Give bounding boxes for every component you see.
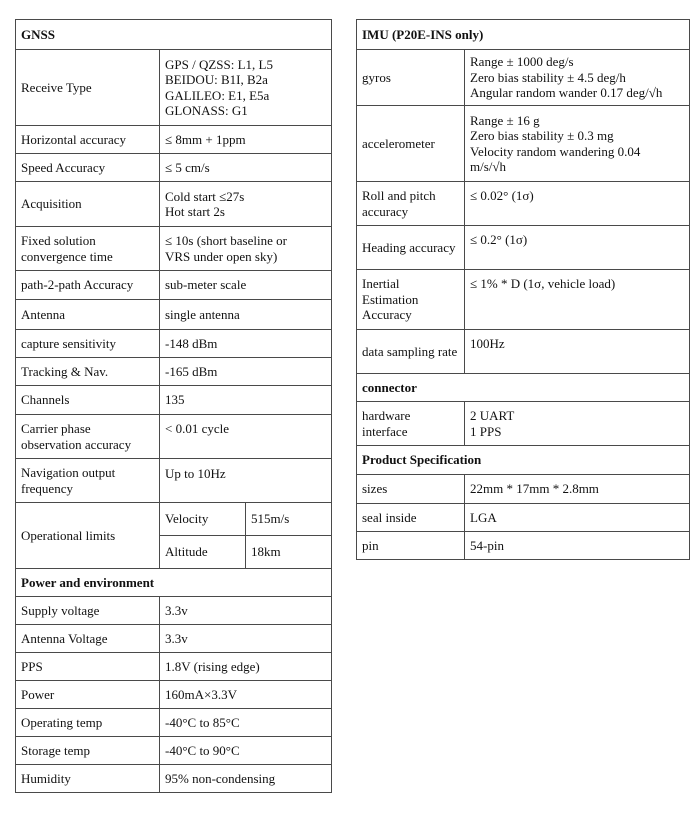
spec-label: Humidity xyxy=(16,765,160,793)
table-row xyxy=(16,126,332,154)
spec-value: 54-pin xyxy=(465,532,690,560)
spec-value: LGA xyxy=(465,504,690,532)
spec-value: ≤ 0.2° (1σ) xyxy=(465,226,690,270)
section-title-imu: IMU (P20E-INS only) xyxy=(357,20,690,50)
table-row xyxy=(16,625,332,653)
table-row xyxy=(16,154,332,182)
table-row xyxy=(16,459,332,503)
spec-label: Channels xyxy=(16,386,160,415)
spec-value-line: 1 PPS xyxy=(470,423,502,439)
spec-label: hardware interface xyxy=(357,402,465,446)
spec-value-line: GLONASS: G1 xyxy=(165,103,248,118)
velocity-label: Velocity xyxy=(160,503,246,536)
spec-label: Power xyxy=(16,681,160,709)
spec-value: -148 dBm xyxy=(160,330,332,358)
spec-value xyxy=(465,402,690,446)
table-row xyxy=(16,415,332,459)
table-row xyxy=(16,503,332,536)
spec-value xyxy=(465,106,690,182)
table-row xyxy=(357,402,690,446)
spec-label: Acquisition xyxy=(16,182,160,227)
spec-label: Heading accuracy xyxy=(357,226,465,270)
spec-value-line: Range ± 16 g xyxy=(470,112,540,128)
table-row xyxy=(357,106,690,182)
section-title-connector: connector xyxy=(357,374,690,402)
spec-value: ≤ 5 cm/s xyxy=(160,154,332,182)
spec-value: -40°C to 85°C xyxy=(160,709,332,737)
spec-value xyxy=(160,182,332,227)
section-title-power: Power and environment xyxy=(16,569,332,597)
table-row xyxy=(16,653,332,681)
spec-value-line: Angular random wander 0.17 deg/√h xyxy=(470,85,663,101)
spec-label: Navigation output frequency xyxy=(16,459,160,503)
table-row xyxy=(357,226,690,270)
spec-value-line: 2 UART xyxy=(470,408,515,423)
table-row xyxy=(357,50,690,106)
spec-value: 160mA×3.3V xyxy=(160,681,332,709)
table-row xyxy=(357,20,690,50)
spec-value: 100Hz xyxy=(465,330,690,374)
spec-label: PPS xyxy=(16,653,160,681)
table-row xyxy=(357,532,690,560)
spec-label: sizes xyxy=(357,475,465,504)
table-row xyxy=(16,569,332,597)
spec-value: 95% non-condensing xyxy=(160,765,332,793)
spec-value: sub-meter scale xyxy=(160,271,332,300)
table-row xyxy=(16,358,332,386)
spec-label: capture sensitivity xyxy=(16,330,160,358)
spec-label: Operational limits xyxy=(16,503,160,569)
spec-value-line: Hot start 2s xyxy=(165,204,225,219)
spec-label: seal inside xyxy=(357,504,465,532)
table-row xyxy=(16,597,332,625)
spec-label: Operating temp xyxy=(16,709,160,737)
table-row xyxy=(357,182,690,226)
spec-value: 3.3v xyxy=(160,625,332,653)
table-row xyxy=(357,475,690,504)
spec-label: Horizontal accuracy xyxy=(16,126,160,154)
spec-label: data sampling rate xyxy=(357,330,465,374)
table-row xyxy=(16,227,332,271)
section-title-gnss: GNSS xyxy=(16,20,332,50)
spec-label: Tracking & Nav. xyxy=(16,358,160,386)
spec-value: ≤ 1% * D (1σ, vehicle load) xyxy=(465,270,690,330)
table-row xyxy=(16,50,332,126)
imu-connector-product-table xyxy=(356,19,690,560)
table-row xyxy=(357,374,690,402)
spec-label: Antenna Voltage xyxy=(16,625,160,653)
table-row xyxy=(16,709,332,737)
spec-value xyxy=(160,50,332,126)
spec-label: pin xyxy=(357,532,465,560)
table-row xyxy=(16,271,332,300)
spec-label: Fixed solution convergence time xyxy=(16,227,160,271)
table-row xyxy=(16,182,332,227)
spec-label: accelerometer xyxy=(357,106,465,182)
spec-value-line: ≤ 10s (short baseline or xyxy=(165,233,287,248)
spec-value xyxy=(465,50,690,106)
table-row xyxy=(16,386,332,415)
spec-label: Receive Type xyxy=(16,50,160,126)
spec-value-line: Cold start ≤27s xyxy=(165,188,245,204)
spec-label: Supply voltage xyxy=(16,597,160,625)
section-title-product: Product Specification xyxy=(357,446,690,475)
altitude-label: Altitude xyxy=(160,536,246,569)
table-row xyxy=(16,20,332,50)
spec-value: 3.3v xyxy=(160,597,332,625)
spec-label: Speed Accuracy xyxy=(16,154,160,182)
spec-value: 135 xyxy=(160,386,332,415)
table-row xyxy=(16,681,332,709)
table-row xyxy=(16,737,332,765)
table-row xyxy=(357,270,690,330)
spec-label: Storage temp xyxy=(16,737,160,765)
table-row xyxy=(16,300,332,330)
altitude-value: 18km xyxy=(246,536,332,569)
spec-value-line: Zero bias stability ± 4.5 deg/h xyxy=(470,69,626,85)
table-row xyxy=(16,330,332,358)
spec-value-line: Velocity random wandering 0.04 xyxy=(470,143,641,159)
spec-value-line: GPS / QZSS: L1, L5 xyxy=(165,56,273,72)
table-row xyxy=(357,446,690,475)
spec-value: -165 dBm xyxy=(160,358,332,386)
spec-value: ≤ 8mm + 1ppm xyxy=(160,126,332,154)
table-row xyxy=(357,330,690,374)
spec-value: ≤ 0.02° (1σ) xyxy=(465,182,690,226)
spec-label: Roll and pitch accuracy xyxy=(357,182,465,226)
spec-value-line: GALILEO: E1, E5a xyxy=(165,87,270,103)
spec-value: single antenna xyxy=(160,300,332,330)
spec-value: 1.8V (rising edge) xyxy=(160,653,332,681)
spec-label: Inertial Estimation Accuracy xyxy=(357,270,465,330)
spec-value xyxy=(160,227,332,271)
gnss-power-table xyxy=(15,19,332,793)
spec-value: 22mm * 17mm * 2.8mm xyxy=(465,475,690,504)
table-row xyxy=(357,504,690,532)
spec-label: Antenna xyxy=(16,300,160,330)
spec-value-line: BEIDOU: B1I, B2a xyxy=(165,72,268,87)
spec-value-line: VRS under open sky) xyxy=(165,248,278,264)
velocity-value: 515m/s xyxy=(246,503,332,536)
spec-value-line: m/s/√h xyxy=(470,159,507,174)
table-row xyxy=(16,765,332,793)
spec-label: gyros xyxy=(357,50,465,106)
spec-value: -40°C to 90°C xyxy=(160,737,332,765)
spec-value: < 0.01 cycle xyxy=(160,415,332,459)
spec-value-line: Range ± 1000 deg/s xyxy=(470,54,574,70)
spec-value: Up to 10Hz xyxy=(160,459,332,503)
spec-label: path-2-path Accuracy xyxy=(16,271,160,300)
spec-value-line: Zero bias stability ± 0.3 mg xyxy=(470,128,614,143)
spec-label: Carrier phase observation accuracy xyxy=(16,415,160,459)
